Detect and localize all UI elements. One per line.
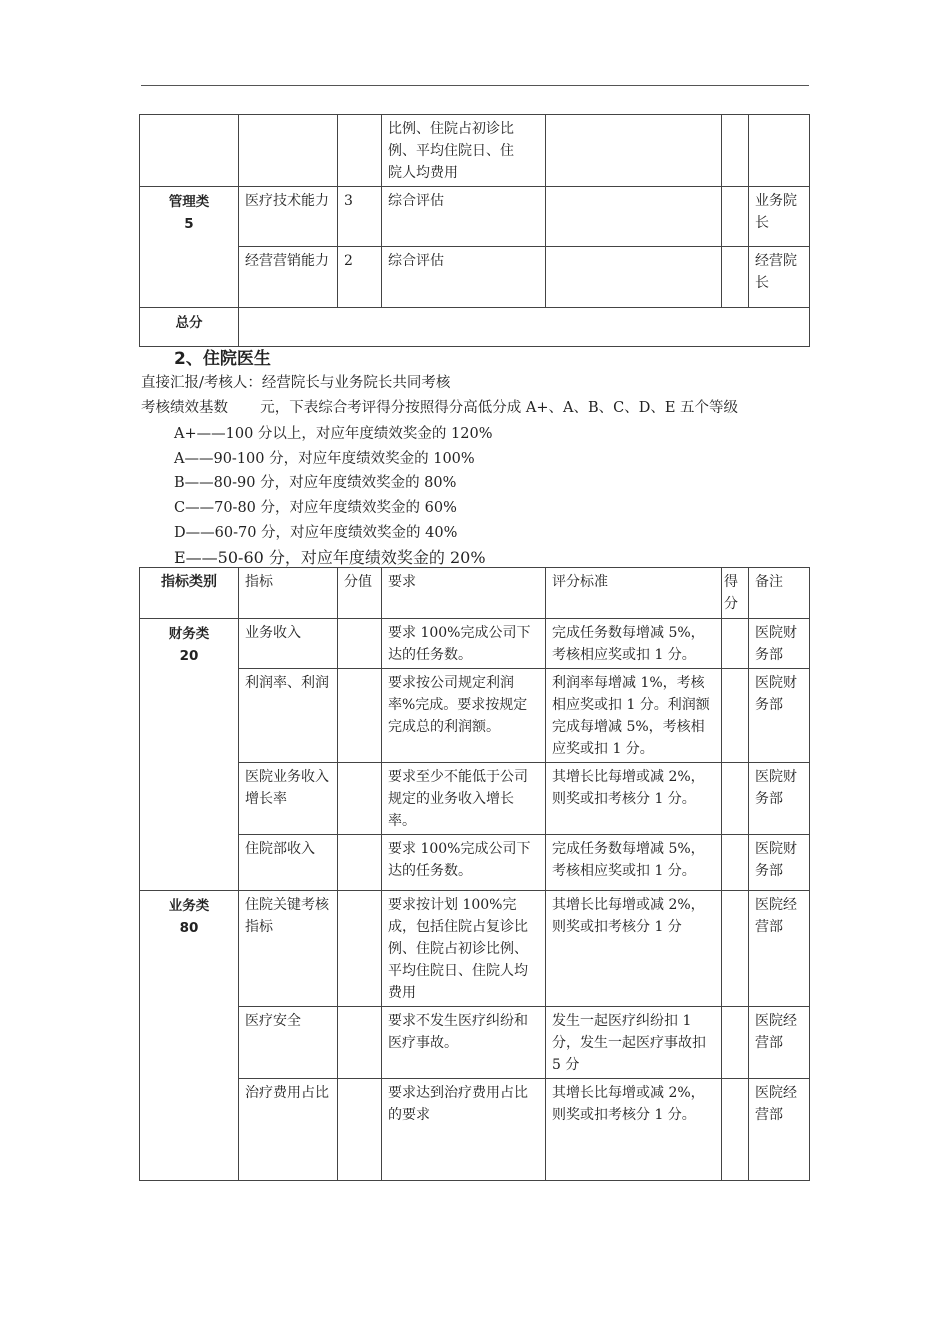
standard-cell: 完成任务数每增减 5%，考核相应奖或扣 1 分。 <box>546 835 722 891</box>
section-title: 2、住院医生 <box>174 349 271 369</box>
note-cell: 经营院长 <box>749 247 810 308</box>
category-cell-business: 业务类 80 <box>140 891 239 1181</box>
got-score-cell <box>722 669 749 763</box>
header-standard: 评分标准 <box>546 568 722 619</box>
score-cell <box>338 763 382 835</box>
table-row <box>140 115 810 187</box>
standard-cell <box>546 247 722 308</box>
got-score-cell <box>722 1007 749 1079</box>
category-cell-management: 管理类 5 <box>140 187 239 308</box>
table-row <box>140 619 810 669</box>
score-cell <box>338 1007 382 1079</box>
got-score-cell <box>722 763 749 835</box>
score-cell <box>338 835 382 891</box>
indicator-cell: 医疗技术能力 <box>239 187 338 247</box>
score-cell <box>338 891 382 1007</box>
got-score-cell <box>722 619 749 669</box>
grade-line: D——60-70 分，对应年度绩效奖金的 40% <box>174 525 458 541</box>
score-cell: 3 <box>338 187 382 247</box>
req-line: 院人均费用 <box>388 165 458 181</box>
indicator-cell: 住院关键考核指标 <box>239 891 338 1007</box>
header-requirement: 要求 <box>382 568 546 619</box>
grade-line: A——90-100 分，对应年度绩效奖金的 100% <box>174 451 475 467</box>
table-row <box>140 1007 810 1079</box>
grade-line: B——80-90 分，对应年度绩效奖金的 80% <box>174 475 457 491</box>
requirement-cell: 综合评估 <box>382 247 546 308</box>
note-cell: 医院财务部 <box>749 619 810 669</box>
requirement-cell: 要求按公司规定利润率%完成。要求按规定完成总的利润额。 <box>382 669 546 763</box>
table-row <box>140 835 810 891</box>
table-row <box>140 891 810 1007</box>
note-cell: 医院财务部 <box>749 763 810 835</box>
requirement-cell <box>382 115 546 187</box>
score-cell <box>338 1079 382 1181</box>
req-line: 比例、住院占初诊比 <box>388 121 514 137</box>
standard-cell: 发生一起医疗纠纷扣 1 分，发生一起医疗事故扣 5 分 <box>546 1007 722 1079</box>
got-score-cell <box>722 187 749 247</box>
base-line: 考核绩效基数 元，下表综合考评得分按照得分高低分成 A+、A、B、C、D、E 五个等级 <box>141 400 739 416</box>
standard-cell: 利润率每增减 1%，考核相应奖或扣 1 分。利润额完成每增减 5%，考核相应奖或扣 1 分。 <box>546 669 722 763</box>
header-note: 备注 <box>749 568 810 619</box>
requirement-cell: 要求达到治疗费用占比的要求 <box>382 1079 546 1181</box>
table-management-continued <box>139 114 810 347</box>
requirement-cell: 综合评估 <box>382 187 546 247</box>
standard-cell: 完成任务数每增减 5%，考核相应奖或扣 1 分。 <box>546 619 722 669</box>
table-row <box>140 763 810 835</box>
header-indicator: 指标 <box>239 568 338 619</box>
table-row <box>140 187 810 247</box>
reporter-line: 直接汇报/考核人：经营院长与业务院长共同考核 <box>141 375 451 391</box>
indicator-cell: 医疗安全 <box>239 1007 338 1079</box>
note-cell: 医院经营部 <box>749 1007 810 1079</box>
header-rule <box>141 85 809 86</box>
got-score-cell <box>722 247 749 308</box>
indicator-cell: 经营营销能力 <box>239 247 338 308</box>
standard-cell: 其增长比每增或减 2%，则奖或扣考核分 1 分 <box>546 891 722 1007</box>
requirement-cell: 要求至少不能低于公司规定的业务收入增长率。 <box>382 763 546 835</box>
indicator-cell: 住院部收入 <box>239 835 338 891</box>
note-cell: 医院财务部 <box>749 669 810 763</box>
requirement-cell: 要求不发生医疗纠纷和医疗事故。 <box>382 1007 546 1079</box>
standard-cell: 其增长比每增或减 2%，则奖或扣考核分 1 分。 <box>546 1079 722 1181</box>
header-category: 指标类别 <box>140 568 239 619</box>
note-cell: 业务院长 <box>749 187 810 247</box>
table-row <box>140 1079 810 1181</box>
score-cell <box>338 619 382 669</box>
table-row <box>140 669 810 763</box>
got-score-cell <box>722 891 749 1007</box>
grade-line: A+——100 分以上，对应年度绩效奖金的 120% <box>174 426 493 442</box>
requirement-cell: 要求 100%完成公司下达的任务数。 <box>382 835 546 891</box>
req-line: 例、平均住院日、住 <box>388 143 514 159</box>
indicator-cell: 医院业务收入增长率 <box>239 763 338 835</box>
indicator-cell: 业务收入 <box>239 619 338 669</box>
total-row <box>140 308 810 347</box>
grade-line: E——50-60 分，对应年度绩效奖金的 20% <box>174 548 486 567</box>
got-score-cell <box>722 835 749 891</box>
note-cell: 医院经营部 <box>749 1079 810 1181</box>
score-cell <box>338 669 382 763</box>
indicator-cell: 治疗费用占比 <box>239 1079 338 1181</box>
header-got-score: 得分 <box>722 568 749 619</box>
table-header-row <box>140 568 810 619</box>
table-inpatient-doctor <box>139 567 810 1181</box>
note-cell: 医院经营部 <box>749 891 810 1007</box>
requirement-cell: 要求 100%完成公司下达的任务数。 <box>382 619 546 669</box>
total-value-cell <box>239 308 810 347</box>
standard-cell <box>546 187 722 247</box>
table-row <box>140 247 810 308</box>
grade-line: C——70-80 分，对应年度绩效奖金的 60% <box>174 500 457 516</box>
standard-cell: 其增长比每增或减 2%，则奖或扣考核分 1 分。 <box>546 763 722 835</box>
total-label: 总分 <box>140 308 239 347</box>
indicator-cell: 利润率、利润 <box>239 669 338 763</box>
score-cell: 2 <box>338 247 382 308</box>
note-cell: 医院财务部 <box>749 835 810 891</box>
category-cell-finance: 财务类 20 <box>140 619 239 891</box>
header-score: 分值 <box>338 568 382 619</box>
got-score-cell <box>722 1079 749 1181</box>
requirement-cell: 要求按计划 100%完成，包括住院占复诊比例、住院占初诊比例、平均住院日、住院人均费用 <box>382 891 546 1007</box>
